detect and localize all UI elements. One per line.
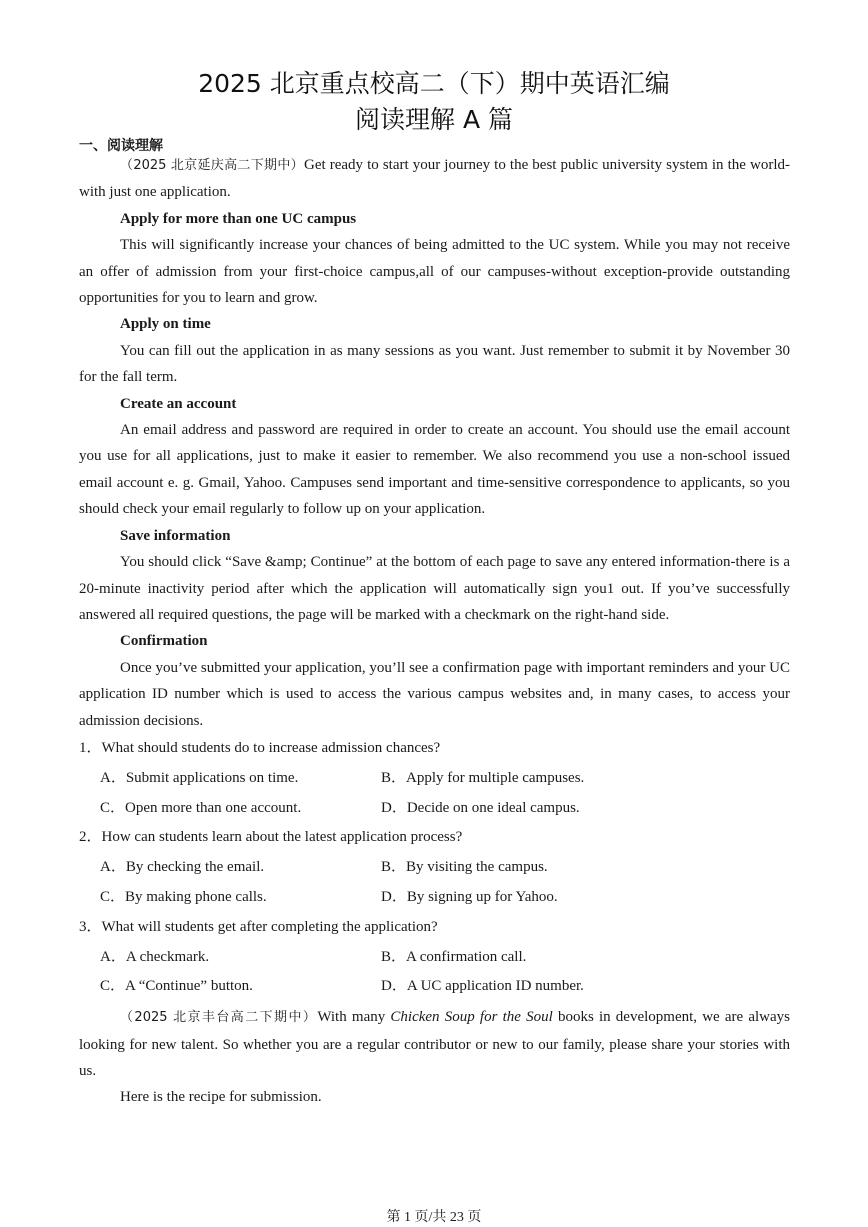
passage1-source: （2025 北京延庆高二下期中） xyxy=(120,158,305,173)
section-heading: 一、阅读理解 xyxy=(79,138,163,154)
option-b[interactable]: B．Apply for multiple campuses. xyxy=(381,769,585,786)
question-3 xyxy=(79,913,790,943)
question-3-options-row-2 xyxy=(79,972,790,1002)
question-text: How can students learn about the latest application process? xyxy=(101,829,463,846)
passage2-recipe: Here is the recipe for submission. xyxy=(120,1089,322,1106)
question-text: What will students get after completing the application? xyxy=(101,918,438,935)
passage1-heading-1: Apply for more than one UC campus xyxy=(120,210,357,227)
passage1-heading-2: Apply on time xyxy=(120,316,211,333)
passage1-heading-4: Save information xyxy=(120,527,231,544)
option-c[interactable]: C．Open more than one account. xyxy=(100,799,302,816)
option-d[interactable]: D．Decide on one ideal campus. xyxy=(381,799,580,816)
option-b[interactable]: B．By visiting the campus. xyxy=(381,859,548,876)
page-footer: 第 1 页/共 23 页 xyxy=(386,1210,482,1225)
option-c[interactable]: C．A “Continue” button. xyxy=(100,978,253,995)
question-3-options-row-1 xyxy=(79,943,790,973)
question-1 xyxy=(79,734,790,764)
passage1-intro-text: Get ready to start your journey to the best public university system in the world-with just one application. xyxy=(79,157,791,201)
option-d[interactable]: D．By signing up for Yahoo. xyxy=(381,888,558,905)
option-b[interactable]: B．A confirmation call. xyxy=(381,948,527,965)
passage2-text-before: With many xyxy=(317,1009,391,1026)
passage1-heading-3: Create an account xyxy=(120,395,237,412)
question-number: 3． xyxy=(79,918,102,935)
option-a[interactable]: A．A checkmark. xyxy=(100,948,210,965)
option-a[interactable]: A．Submit applications on time. xyxy=(100,769,299,786)
document-subtitle: 阅读理解 A 篇 xyxy=(355,105,513,134)
passage2-source: （2025 北京丰台高二下期中） xyxy=(120,1010,318,1026)
passage1-heading-5: Confirmation xyxy=(120,633,208,650)
passage2-text-after: books in development, we are always looking for new talent. So whether you are a regular contributor or new to our family, please share your stories with us. xyxy=(79,1009,791,1079)
question-1-options-row-2 xyxy=(79,794,790,824)
question-number: 1． xyxy=(79,739,102,756)
passage2-intro xyxy=(79,1004,790,1084)
passage1-paragraph-1: This will significantly increase your chances of being admitted to the UC system. While you may not receive an offer of admission from your first-choice campus,all of our campuses-without exception-provide outstanding opportunities for you to learn and grow. xyxy=(79,237,790,307)
question-number: 2． xyxy=(79,829,102,846)
passage1-paragraph-4: You should click “Save &amp; Continue” at the bottom of each page to save any entered information-there is a 20-minute inactivity period after which the application will automatically sign you1 out. If you’ve successfully answered all required questions, the page will be marked with a checkmark on the right-hand side. xyxy=(79,554,790,623)
question-1-options-row-1 xyxy=(79,764,790,794)
option-c[interactable]: C．By making phone calls. xyxy=(100,888,267,905)
question-2-options-row-2 xyxy=(79,883,790,913)
passage1-paragraph-3: An email address and password are required in order to create an account. You should use the email account you use for all applications, just to make it easier to remember. We also recommend you use a non-school issued email account e. g. Gmail, Yahoo. Campuses send important and time-sensitive correspondence to applicants, so you should check your email regularly to follow up on your application. xyxy=(79,422,790,518)
passage2-book-title: Chicken Soup for the Soul xyxy=(390,1009,553,1026)
question-text: What should students do to increase admission chances? xyxy=(101,739,441,756)
passage1-intro xyxy=(79,152,790,206)
question-2 xyxy=(79,823,790,853)
option-a[interactable]: A．By checking the email. xyxy=(100,859,265,876)
passage1-paragraph-5: Once you’ve submitted your application, you’ll see a confirmation page with important reminders and your UC application ID number which is used to access the various campus websites and, in many cases, to access your admission decisions. xyxy=(79,659,790,729)
document-body xyxy=(79,152,790,1111)
passage1-paragraph-2: You can fill out the application in as many sessions as you want. Just remember to submit it by November 30 for the fall term. xyxy=(79,342,790,386)
option-d[interactable]: D．A UC application ID number. xyxy=(381,978,584,995)
question-2-options-row-1 xyxy=(79,853,790,883)
document-title: 2025 北京重点校高二（下）期中英语汇编 xyxy=(198,69,670,98)
